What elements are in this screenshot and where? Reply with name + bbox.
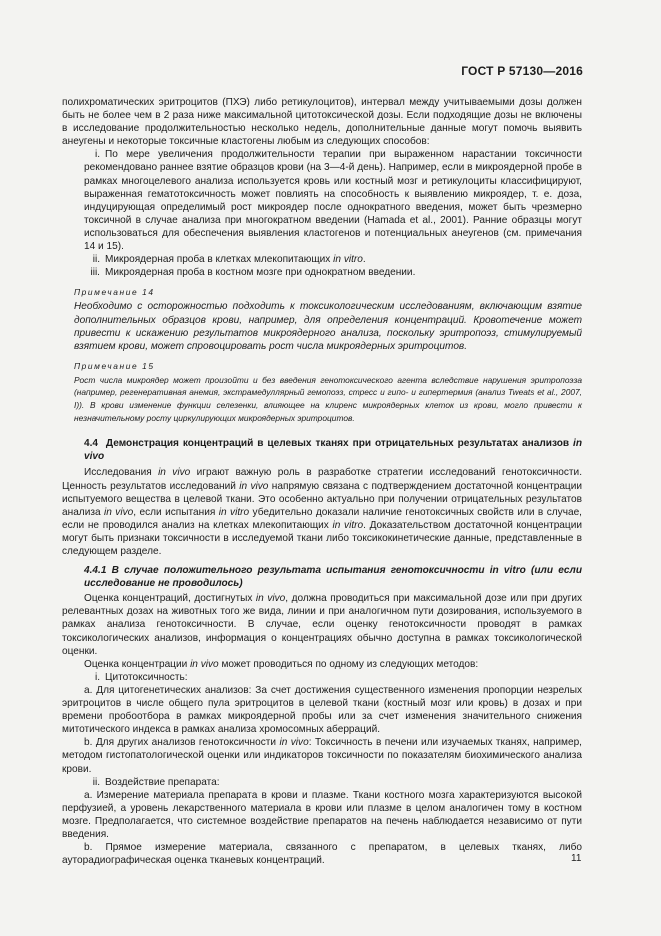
list-item-text: По мере увеличения продолжительности терапии при выраженном нарастании токсичности рекомендовано раннее взятие образцов крови (на 3—4-й день). Например, если в микроядерной пробе в рамках многоцелевого анализа используется кровь или костный мозг и ретикулоциты классифицируют, выраженная гематотоксичность может повлиять на способность к выявлению микроядер, т. е. доза, индуцирующая определимый рост микроядер после однократного введения, может быть чрезмерно токсичной в случае анализа при многократном введении (Hamada et al., 2001). Ранние образцы могут использоваться для обеспечения выявления кластогенов и потенциальных анеугенов (см. примечания 14 и 15). [84,149,582,253]
list-item-text: Микроядерная проба в костном мозге при однократном введении. [105,267,416,279]
section-number: 4.4 [84,438,99,450]
standard-header: ГОСТ Р 57130—2016 [461,64,583,78]
method-item-i-a: a. Для цитогенетических анализов: За счет достижения существенного изменения пропорции незрелых эритроцитов в числе общего пула эритроцитов в целевой ткани (костный мозг или кровь) в дозах и при времени пробоотбора в рамках микроядерной пробы или за счет изменения значительного снижения митотического индекса в рамках анализа хромосомных аберраций. [62,684,582,736]
italic-term: in vitro [332,519,364,531]
text-run: Оценка концентраций, достигнутых [84,593,256,605]
text-run: : Токсичность в печени или изучаемых тканях, например, методом гистопатологической оценки или индикаторов токсичности по показателям биохимического анализа крови. [62,737,582,775]
text-run: b. Для других анализов генотоксичности [84,737,280,749]
page-number: 11 [571,853,582,864]
subsection-4-4-1-heading: 4.4.1 В случае положительного результата испытания генотоксичности in vitro (или если исследование не проводилось) [84,565,582,590]
section-4-4-heading [62,437,582,463]
paragraph-4-4-1-a [62,592,582,657]
italic-term: in vivo [158,467,191,479]
document-body [62,96,582,867]
paragraph-intro: полихроматических эритроцитов (ПХЭ) либо ретикулоцитов), интервал между учитываемыми дозы должен быть не более чем в 2 раза ниже максимальной цитотоксической дозы. Если подходящие дозы не включены в исследование продолжительностью несколько недель, дополнительные данные могут помочь выявить анеугены и некоторые токсичные кластогены любым из следующих способов: [62,97,582,148]
text-run: , должна проводиться при максимальной дозе или при других релевантных дозах на животных того же вида, линии и при аналогичном пути дозирования, используемого в рамках анализа генотоксичности. В случае, если оценку генотоксичности проводят в рамках токсикологических анализов, информация о концентрациях обычно доступна в рамках токсикологической оценки. [62,593,583,657]
list-item-text: . [362,254,366,266]
list-marker: i. [94,149,100,161]
italic-term: in vivo [255,593,286,605]
text-run: убедительно доказали наличие генотоксичных свойств или в случае, если не проводился анализ на клетках млекопитающих [62,506,582,531]
list-item-i [62,148,582,253]
note-14-text: Необходимо с осторожностью подходить к токсикологическим исследованиям, включающим взятие дополнительных образцов крови, например, для определения концентраций. Кровотечение может привести к искажению результатов микроядерного анализа, поскольку эритропоэз, стимулируемый взятием крови, может спровоцировать рост числа микроядерных эритроцитов. [74,301,582,352]
note-15-heading: Примечание 15 [74,360,155,371]
italic-term: in vivo [279,737,309,749]
method-item-ii [62,776,582,789]
paragraph-4-4 [62,466,582,558]
text-run: . Доказательством достаточной концентрации могут быть признаки токсичности в исследуемой ткани либо токсикокинетические данные, представленные в следующем разделе. [62,519,582,557]
list-item-text: Цитотоксичность: [105,671,188,683]
list-marker: ii. [92,254,100,266]
italic-term: in vivo [239,480,269,492]
list-marker: ii. [92,776,100,788]
section-title: Демонстрация концентраций в целевых тканях при отрицательных результатах анализов [105,438,574,450]
method-item-ii-a: a. Измерение материала препарата в крови и плазме. Ткани костного мозга характеризуются высокой перфузией, а уровень лекарственного материала в крови или плазме в целом аналогичен тому в костном мозге. Предполагается, что системное воздействие препаратов на печень наблюдается независимо от пути введения. [62,789,582,840]
text-run: может проводиться по одному из следующих методов: [218,658,479,670]
text-run: напрямую связана с подтверждением достаточной концентрации испытуемого вещества в целевой ткани. Это особенно актуально при получении отрицательных результатов анализа [62,480,582,518]
italic-term: in vivo [104,506,134,518]
italic-term: in vivo [84,438,583,463]
italic-term: in vitro [218,506,250,518]
list-marker: iii. [90,267,100,279]
method-item-i [62,671,582,684]
text-run: Исследования [84,467,159,479]
text-run: , если испытания [133,506,219,518]
list-item-text: Воздействие препарата: [105,776,220,788]
list-item-text: Микроядерная проба в клетках млекопитающих [105,254,334,266]
italic-term: in vitro [333,254,363,266]
note-14-heading: Примечание 14 [74,287,155,298]
list-item-ii [62,253,582,266]
method-item-i-b [62,736,582,775]
italic-term: in vivo [190,658,219,670]
method-item-ii-b: b. Прямое измерение материала, связанного с препаратом, в целевых тканях, либо ауторадиографическая оценка тканевых концентраций. [62,842,582,867]
note-15-text: Рост числа микроядер может произойти и без введения генотоксического агента вследствие нарушения эритропоэза (например, регенеративная анемия, экстрамедуллярный гемопоэз, стресс и гипо- и гипертермия (анализ Tweats et al., 2007, I)). В крови изменение функции селезенки, влияющее на клиренс микроядерных клеток из крови, могло привести к незначительному росту циркулирующих микроядерных эритроцитов. [74,374,582,423]
text-run: Оценка концентрации [84,658,191,670]
list-marker: i. [94,671,100,683]
text-run: играют важную роль в разработке стратегии исследований генотоксичности. Ценность результатов исследований [62,467,582,492]
paragraph-4-4-1-b [62,658,582,671]
list-item-iii [62,266,582,279]
